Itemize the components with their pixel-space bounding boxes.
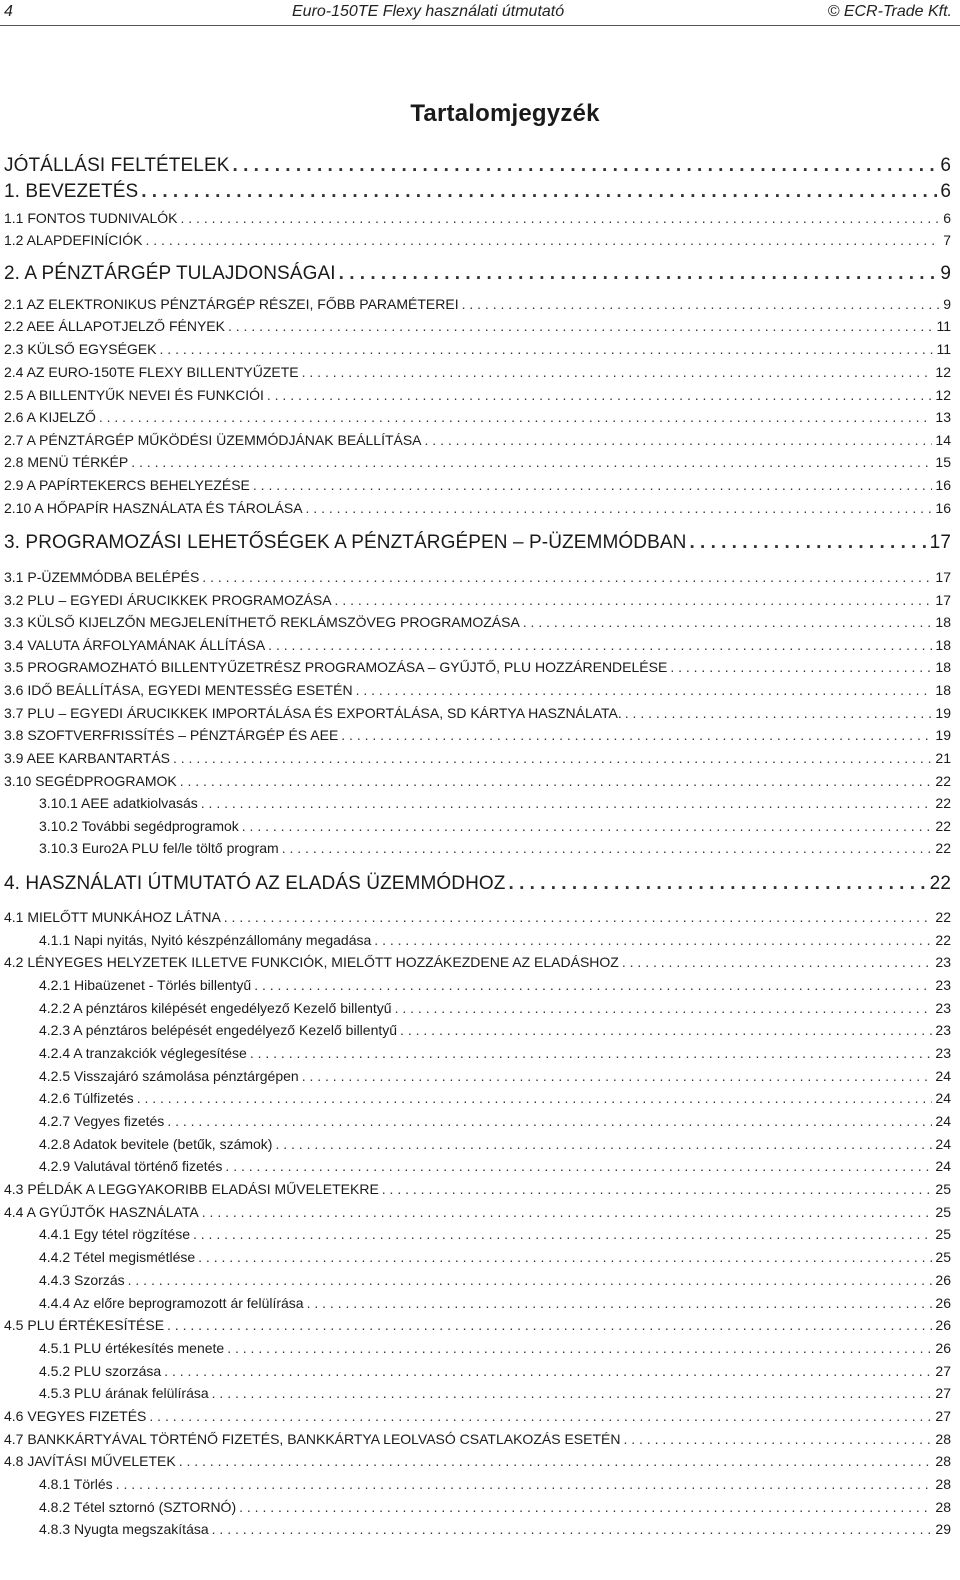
toc-entry-page: 16: [935, 500, 951, 516]
toc-entry-title: JÓTÁLLÁSI FELTÉTELEK: [4, 155, 230, 176]
toc-entry[interactable]: [39, 1136, 951, 1152]
toc-entry-title: 4.2.7 Vegyes fizetés: [39, 1113, 165, 1129]
toc-entry-page: 26: [935, 1272, 951, 1288]
toc-entry-page: 17: [935, 592, 951, 608]
toc-dot-leader: [509, 874, 927, 893]
toc-entry-title: 4.3 PÉLDÁK A LEGGYAKORIBB ELADÁSI MŰVELETEKRE: [4, 1181, 379, 1197]
toc-entry-page: 29: [935, 1521, 951, 1537]
toc-entry[interactable]: [4, 364, 951, 380]
toc-entry-page: 6: [940, 155, 951, 176]
toc-entry-page: 14: [935, 432, 951, 448]
toc-entry[interactable]: [39, 1045, 951, 1061]
toc-entry-page: 13: [935, 409, 951, 425]
toc-entry-page: 23: [935, 1000, 951, 1016]
toc-entry-page: 15: [935, 454, 951, 470]
toc-entry-page: 22: [935, 818, 951, 834]
toc-entry[interactable]: [4, 1453, 951, 1469]
toc-entry[interactable]: [4, 477, 951, 493]
toc-entry-title: 3.7 PLU – EGYEDI ÁRUCIKKEK IMPORTÁLÁSA ÉS EXPORTÁLÁSA, SD KÁRTYA HASZNÁLATA.: [4, 705, 622, 721]
toc-entry[interactable]: [39, 1000, 951, 1016]
toc-entry-page: 28: [935, 1476, 951, 1492]
toc-dot-leader: [400, 1023, 932, 1037]
toc-entry-title: 4.5.2 PLU szorzása: [39, 1363, 162, 1379]
toc-dot-leader: [228, 319, 933, 333]
toc-entry-page: 6: [940, 181, 951, 202]
toc-entry[interactable]: [4, 1431, 951, 1447]
toc-entry-page: 12: [935, 387, 951, 403]
toc-entry-title: 2.3 KÜLSŐ EGYSÉGEK: [4, 341, 157, 357]
toc-dot-leader: [242, 819, 933, 833]
toc-entry-page: 26: [935, 1295, 951, 1311]
toc-entry-page: 24: [935, 1113, 951, 1129]
toc-entry-page: 24: [935, 1158, 951, 1174]
toc-entry[interactable]: [4, 682, 951, 698]
toc-entry-page: 27: [935, 1408, 951, 1424]
header-divider: [0, 25, 960, 26]
toc-entry[interactable]: [4, 296, 951, 312]
toc-dot-leader: [268, 638, 932, 652]
header-page-number: 4: [4, 3, 13, 20]
toc-entry-title: 2.7 A PÉNZTÁRGÉP MŰKÖDÉSI ÜZEMMÓDJÁNAK BEÁLLÍTÁSA: [4, 432, 422, 448]
toc-entry-page: 22: [935, 795, 951, 811]
toc-entry-title: 4.2.3 A pénztáros belépését engedélyező Kezelő billentyű: [39, 1022, 398, 1038]
toc-entry-title: 4.5.3 PLU árának felülírása: [39, 1385, 209, 1401]
toc-entry[interactable]: [39, 1521, 951, 1537]
toc-entry-page: 24: [935, 1136, 951, 1152]
toc-entry-page: 18: [935, 682, 951, 698]
toc-entry[interactable]: [39, 795, 951, 811]
toc-entry-title: 3.10.2 További segédprogramok: [39, 818, 239, 834]
toc-entry[interactable]: [39, 1476, 951, 1492]
toc-entry-page: 25: [935, 1204, 951, 1220]
toc-entry[interactable]: [39, 1022, 951, 1038]
toc-entry[interactable]: [4, 1408, 951, 1424]
toc-entry[interactable]: [4, 210, 951, 226]
toc-entry-page: 22: [935, 840, 951, 856]
toc-dot-leader: [202, 570, 932, 584]
toc-entry-title: 2.1 AZ ELEKTRONIKUS PÉNZTÁRGÉP RÉSZEI, FŐBB PARAMÉTEREI: [4, 296, 459, 312]
toc-entry[interactable]: [39, 932, 951, 948]
toc-entry[interactable]: [4, 181, 951, 203]
toc-entry[interactable]: [39, 1272, 951, 1288]
toc-entry-title: 2.9 A PAPÍRTEKERCS BEHELYEZÉSE: [4, 477, 250, 493]
toc-entry[interactable]: [4, 705, 951, 721]
toc-dot-leader: [233, 156, 938, 175]
toc-entry-page: 22: [935, 932, 951, 948]
toc-dot-leader: [146, 233, 941, 247]
toc-dot-leader: [267, 388, 933, 402]
toc-entry-page: 22: [935, 909, 951, 925]
toc-entry[interactable]: [4, 318, 951, 334]
toc-dot-leader: [193, 1227, 932, 1241]
toc-entry-title: 3.3 KÜLSŐ KIJELZŐN MEGJELENÍTHETŐ REKLÁMSZÖVEG PROGRAMOZÁSA: [4, 614, 520, 630]
toc-entry-title: 4.5.1 PLU értékesítés menete: [39, 1340, 225, 1356]
toc-entry[interactable]: [4, 1181, 951, 1197]
toc-dot-leader: [307, 1296, 933, 1310]
toc-entry-title: 4.1 MIELŐTT MUNKÁHOZ LÁTNA: [4, 909, 221, 925]
toc-entry-title: 4.4.3 Szorzás: [39, 1272, 125, 1288]
toc-dot-leader: [227, 1341, 932, 1355]
toc-entry-title: 3.4 VALUTA ÁRFOLYAMÁNAK ÁLLÍTÁSA: [4, 637, 266, 653]
toc-entry-title: 1. BEVEZETÉS: [4, 181, 139, 202]
header-copyright: © ECR-Trade Kft.: [827, 3, 952, 20]
toc-entry-title: 4.2.2 A pénztáros kilépését engedélyező Kezelő billentyű: [39, 1000, 392, 1016]
toc-dot-leader: [202, 1205, 933, 1219]
toc-entry[interactable]: [4, 532, 951, 554]
toc-dot-leader: [128, 1273, 933, 1287]
toc-entry-page: 22: [929, 873, 951, 894]
toc-dot-leader: [335, 593, 933, 607]
toc-entry-page: 17: [929, 532, 951, 553]
toc-entry-title: 4.8.3 Nyugta megszakítása: [39, 1521, 209, 1537]
toc-entry[interactable]: [4, 1317, 951, 1333]
toc-dot-leader: [198, 1250, 932, 1264]
toc-entry-page: 9: [943, 296, 951, 312]
toc-title: Tartalomjegyzék: [410, 100, 600, 127]
toc-entry-page: 28: [935, 1499, 951, 1515]
toc-entry[interactable]: [39, 1249, 951, 1265]
toc-entry-title: 4.2.6 Túlfizetés: [39, 1090, 134, 1106]
toc-entry-page: 12: [935, 364, 951, 380]
toc-entry-title: 4.4.2 Tétel megismétlése: [39, 1249, 196, 1265]
toc-entry[interactable]: [4, 750, 951, 766]
toc-entry-page: 26: [935, 1340, 951, 1356]
toc-entry-title: 1.1 FONTOS TUDNIVALÓK: [4, 210, 178, 226]
toc-entry[interactable]: [4, 232, 951, 248]
toc-entry-page: 21: [935, 750, 951, 766]
toc-entry[interactable]: [4, 263, 951, 285]
toc-entry[interactable]: [4, 637, 951, 653]
toc-dot-leader: [212, 1386, 933, 1400]
toc-dot-leader: [382, 1182, 933, 1196]
toc-entry-page: 25: [935, 1249, 951, 1265]
toc-entry-title: 4.4 A GYŰJTŐK HASZNÁLATA: [4, 1204, 199, 1220]
toc-entry[interactable]: [4, 432, 951, 448]
toc-entry-title: 4.8.2 Tétel sztornó (SZTORNÓ): [39, 1499, 237, 1515]
toc-dot-leader: [201, 796, 933, 810]
toc-entry[interactable]: [39, 1385, 951, 1401]
toc-dot-leader: [689, 533, 926, 552]
toc-entry-title: 3.6 IDŐ BEÁLLÍTÁSA, EGYEDI MENTESSÉG ESETÉN: [4, 682, 353, 698]
toc-dot-leader: [167, 1318, 932, 1332]
toc-entry-page: 9: [940, 263, 951, 284]
toc-entry-page: 6: [943, 210, 951, 226]
header-document-title: Euro-150TE Flexy használati útmutató: [292, 3, 565, 20]
toc-dot-leader: [339, 264, 938, 283]
toc-entry-page: 28: [935, 1431, 951, 1447]
toc-dot-leader: [137, 1091, 933, 1105]
toc-entry-title: 3. PROGRAMOZÁSI LEHETŐSÉGEK A PÉNZTÁRGÉPEN – P-ÜZEMMÓDBAN: [4, 532, 687, 553]
toc-entry-title: 4.8.1 Törlés: [39, 1476, 113, 1492]
toc-entry[interactable]: [4, 569, 951, 585]
toc-dot-leader: [302, 365, 933, 379]
toc-entry[interactable]: [4, 727, 951, 743]
toc-dot-leader: [425, 433, 933, 447]
toc-entry-page: 23: [935, 977, 951, 993]
toc-entry-page: 28: [935, 1453, 951, 1469]
toc-dot-leader: [225, 1159, 932, 1173]
toc-entry-page: 11: [936, 318, 951, 334]
toc-dot-leader: [149, 1409, 932, 1423]
toc-entry-page: 18: [935, 659, 951, 675]
toc-entry-page: 11: [936, 341, 951, 357]
toc-dot-leader: [356, 683, 933, 697]
toc-entry[interactable]: [4, 909, 951, 925]
toc-dot-leader: [179, 1454, 933, 1468]
toc-entry[interactable]: [4, 873, 951, 895]
toc-dot-leader: [341, 728, 932, 742]
toc-entry-title: 4.8 JAVÍTÁSI MŰVELETEK: [4, 1453, 176, 1469]
toc-entry[interactable]: [4, 341, 951, 357]
toc-entry-title: 4.1.1 Napi nyitás, Nyitó készpénzállomány megadása: [39, 932, 372, 948]
toc-entry[interactable]: [39, 1340, 951, 1356]
toc-dot-leader: [282, 841, 933, 855]
toc-entry[interactable]: [39, 1113, 951, 1129]
toc-dot-leader: [275, 1137, 932, 1151]
toc-entry-page: 17: [935, 569, 951, 585]
toc-entry-title: 4.4.4 Az előre beprogramozott ár felülírása: [39, 1295, 304, 1311]
toc-dot-leader: [167, 1114, 932, 1128]
toc-entry-title: 3.2 PLU – EGYEDI ÁRUCIKKEK PROGRAMOZÁSA: [4, 592, 332, 608]
toc-dot-leader: [224, 910, 933, 924]
toc-entry[interactable]: [39, 1499, 951, 1515]
toc-entry-page: 26: [935, 1317, 951, 1333]
toc-entry-title: 1.2 ALAPDEFINÍCIÓK: [4, 232, 143, 248]
toc-entry-title: 2.10 A HŐPAPÍR HASZNÁLATA ÉS TÁROLÁSA: [4, 500, 303, 516]
toc-entry-page: 18: [935, 637, 951, 653]
toc-dot-leader: [164, 1364, 932, 1378]
toc-entry-title: 4.2 LÉNYEGES HELYZETEK ILLETVE FUNKCIÓK, MIELŐTT HOZZÁKEZDENE AZ ELADÁSHOZ: [4, 954, 619, 970]
toc-entry-title: 4.5 PLU ÉRTÉKESÍTÉSE: [4, 1317, 165, 1333]
toc-dot-leader: [173, 751, 932, 765]
toc-entry-title: 4.2.5 Visszajáró számolása pénztárgépen: [39, 1068, 299, 1084]
toc-entry-title: 3.10.1 AEE adatkiolvasás: [39, 795, 198, 811]
toc-dot-leader: [180, 774, 933, 788]
toc-entry[interactable]: [4, 659, 951, 675]
toc-entry-title: 4.2.8 Adatok bevitele (betűk, számok): [39, 1136, 273, 1152]
toc-entry-title: 4.6 VEGYES FIZETÉS: [4, 1408, 147, 1424]
toc-entry-page: 19: [935, 705, 951, 721]
toc-entry[interactable]: [4, 1204, 951, 1220]
toc-entry[interactable]: [4, 614, 951, 630]
toc-entry-title: 3.5 PROGRAMOZHATÓ BILLENTYŰZETRÉSZ PROGRAMOZÁSA – GYŰJTŐ, PLU HOZZÁRENDELÉSE: [4, 659, 668, 675]
toc-dot-leader: [131, 455, 932, 469]
toc-entry[interactable]: [4, 500, 951, 516]
toc-dot-leader: [254, 978, 932, 992]
toc-entry[interactable]: [39, 1295, 951, 1311]
toc-entry[interactable]: [4, 592, 951, 608]
toc-entry-page: 24: [935, 1090, 951, 1106]
toc-dot-leader: [250, 1046, 933, 1060]
toc-entry-title: 2.2 AEE ÁLLAPOTJELZŐ FÉNYEK: [4, 318, 225, 334]
toc-entry[interactable]: [39, 1090, 951, 1106]
toc-entry-title: 3.10.3 Euro2A PLU fel/le töltő program: [39, 840, 279, 856]
toc-entry[interactable]: [4, 409, 951, 425]
toc-entry-page: 22: [935, 773, 951, 789]
toc-entry-page: 23: [935, 1022, 951, 1038]
toc-dot-leader: [374, 933, 932, 947]
toc-entry[interactable]: [39, 840, 951, 856]
toc-dot-leader: [116, 1477, 933, 1491]
toc-dot-leader: [395, 1001, 933, 1015]
toc-dot-leader: [160, 342, 934, 356]
toc-dot-leader: [523, 615, 933, 629]
toc-entry-page: 23: [935, 954, 951, 970]
toc-entry-page: 27: [935, 1385, 951, 1401]
toc-entry-page: 16: [935, 477, 951, 493]
toc-entry-title: 3.9 AEE KARBANTARTÁS: [4, 750, 170, 766]
toc-entry-title: 2.5 A BILLENTYŰK NEVEI ÉS FUNKCIÓI: [4, 387, 264, 403]
toc-dot-leader: [181, 211, 941, 225]
toc-entry-page: 18: [935, 614, 951, 630]
toc-dot-leader: [625, 706, 933, 720]
toc-dot-leader: [141, 182, 937, 201]
toc-entry[interactable]: [39, 1226, 951, 1242]
toc-dot-leader: [212, 1522, 933, 1536]
toc-entry-title: 3.10 SEGÉDPROGRAMOK: [4, 773, 177, 789]
toc-entry-page: 19: [935, 727, 951, 743]
toc-entry-page: 24: [935, 1068, 951, 1084]
toc-entry[interactable]: [4, 155, 951, 177]
toc-entry-page: 25: [935, 1226, 951, 1242]
toc-dot-leader: [670, 660, 932, 674]
toc-entry-page: 23: [935, 1045, 951, 1061]
page-header: [0, 0, 960, 26]
toc-entry[interactable]: [39, 1158, 951, 1174]
toc-entry-title: 4.4.1 Egy tétel rögzítése: [39, 1226, 190, 1242]
toc-dot-leader: [623, 1432, 932, 1446]
toc-entry[interactable]: [4, 773, 951, 789]
toc-entry-title: 4.2.4 A tranzakciók véglegesítése: [39, 1045, 247, 1061]
toc-entry-title: 2.6 A KIJELZŐ: [4, 409, 96, 425]
toc-dot-leader: [306, 501, 933, 515]
toc-dot-leader: [302, 1069, 933, 1083]
toc-entry-title: 2.8 MENÜ TÉRKÉP: [4, 454, 129, 470]
toc-entry-title: 4. HASZNÁLATI ÚTMUTATÓ AZ ELADÁS ÜZEMMÓDHOZ: [4, 873, 506, 894]
toc-entry-title: 4.2.9 Valutával történő fizetés: [39, 1158, 223, 1174]
toc-entry-title: 3.8 SZOFTVERFRISSÍTÉS – PÉNZTÁRGÉP ÉS AEE: [4, 727, 339, 743]
toc-entry-page: 27: [935, 1363, 951, 1379]
toc-entry-title: 3.1 P-ÜZEMMÓDBA BELÉPÉS: [4, 569, 200, 585]
toc-dot-leader: [253, 478, 933, 492]
toc-dot-leader: [462, 297, 941, 311]
toc-entry[interactable]: [39, 1363, 951, 1379]
toc-entry[interactable]: [4, 387, 951, 403]
toc-entry[interactable]: [39, 818, 951, 834]
toc-entry-title: 2. A PÉNZTÁRGÉP TULAJDONSÁGAI: [4, 263, 336, 284]
toc-entry[interactable]: [4, 954, 951, 970]
toc-entry[interactable]: [39, 977, 951, 993]
toc-entry[interactable]: [4, 454, 951, 470]
toc-entry-page: 7: [943, 232, 951, 248]
toc-entry[interactable]: [39, 1068, 951, 1084]
toc-dot-leader: [239, 1500, 932, 1514]
toc-entry-title: 2.4 AZ EURO-150TE FLEXY BILLENTYŰZETE: [4, 364, 299, 380]
toc-dot-leader: [99, 410, 933, 424]
toc-entry-page: 25: [935, 1181, 951, 1197]
toc-entry-title: 4.2.1 Hibaüzenet - Törlés billentyű: [39, 977, 252, 993]
toc-dot-leader: [622, 955, 933, 969]
toc-entry-title: 4.7 BANKKÁRTYÁVAL TÖRTÉNŐ FIZETÉS, BANKKÁRTYA LEOLVASÓ CSATLAKOZÁS ESETÉN: [4, 1431, 621, 1447]
